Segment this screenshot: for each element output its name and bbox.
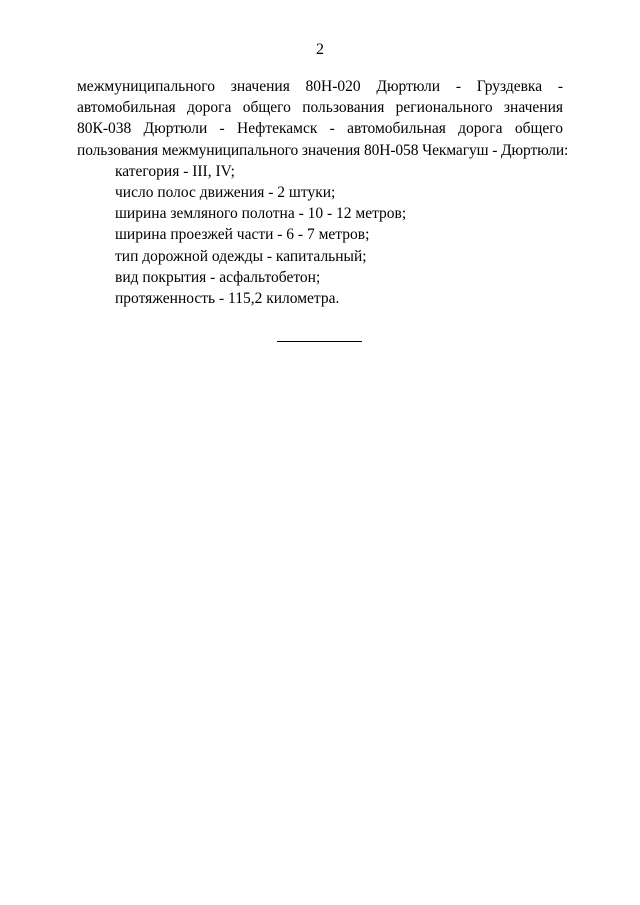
spec-carriageway-width: ширина проезжей части - 6 - 7 метров; [115, 226, 370, 244]
paragraph-line: 80К-038 Дюртюли - Нефтекамск - автомобильная дорога общего [77, 120, 563, 138]
document-body [77, 76, 569, 309]
spec-lanes: число полос движения - 2 штуки; [115, 183, 336, 201]
spec-roadbed-width: ширина земляного полотна - 10 - 12 метров; [115, 205, 407, 223]
spec-length: протяженность - 115,2 километра. [115, 289, 340, 307]
paragraph-line: пользования межмуниципального значения 80Н-058 Чекмагуш - Дюртюли: [77, 141, 569, 159]
page-number: 2 [316, 41, 324, 58]
paragraph-line: межмуниципального значения 80Н-020 Дюртюли - Груздевка - [77, 78, 563, 95]
end-of-document-rule [277, 341, 362, 342]
paragraph-line: автомобильная дорога общего пользования регионального значения [77, 99, 563, 117]
spec-category: категория - III, IV; [115, 162, 235, 180]
spec-pavement-type: тип дорожной одежды - капитальный; [115, 247, 367, 265]
spec-surface-type: вид покрытия - асфальтобетон; [115, 268, 321, 286]
